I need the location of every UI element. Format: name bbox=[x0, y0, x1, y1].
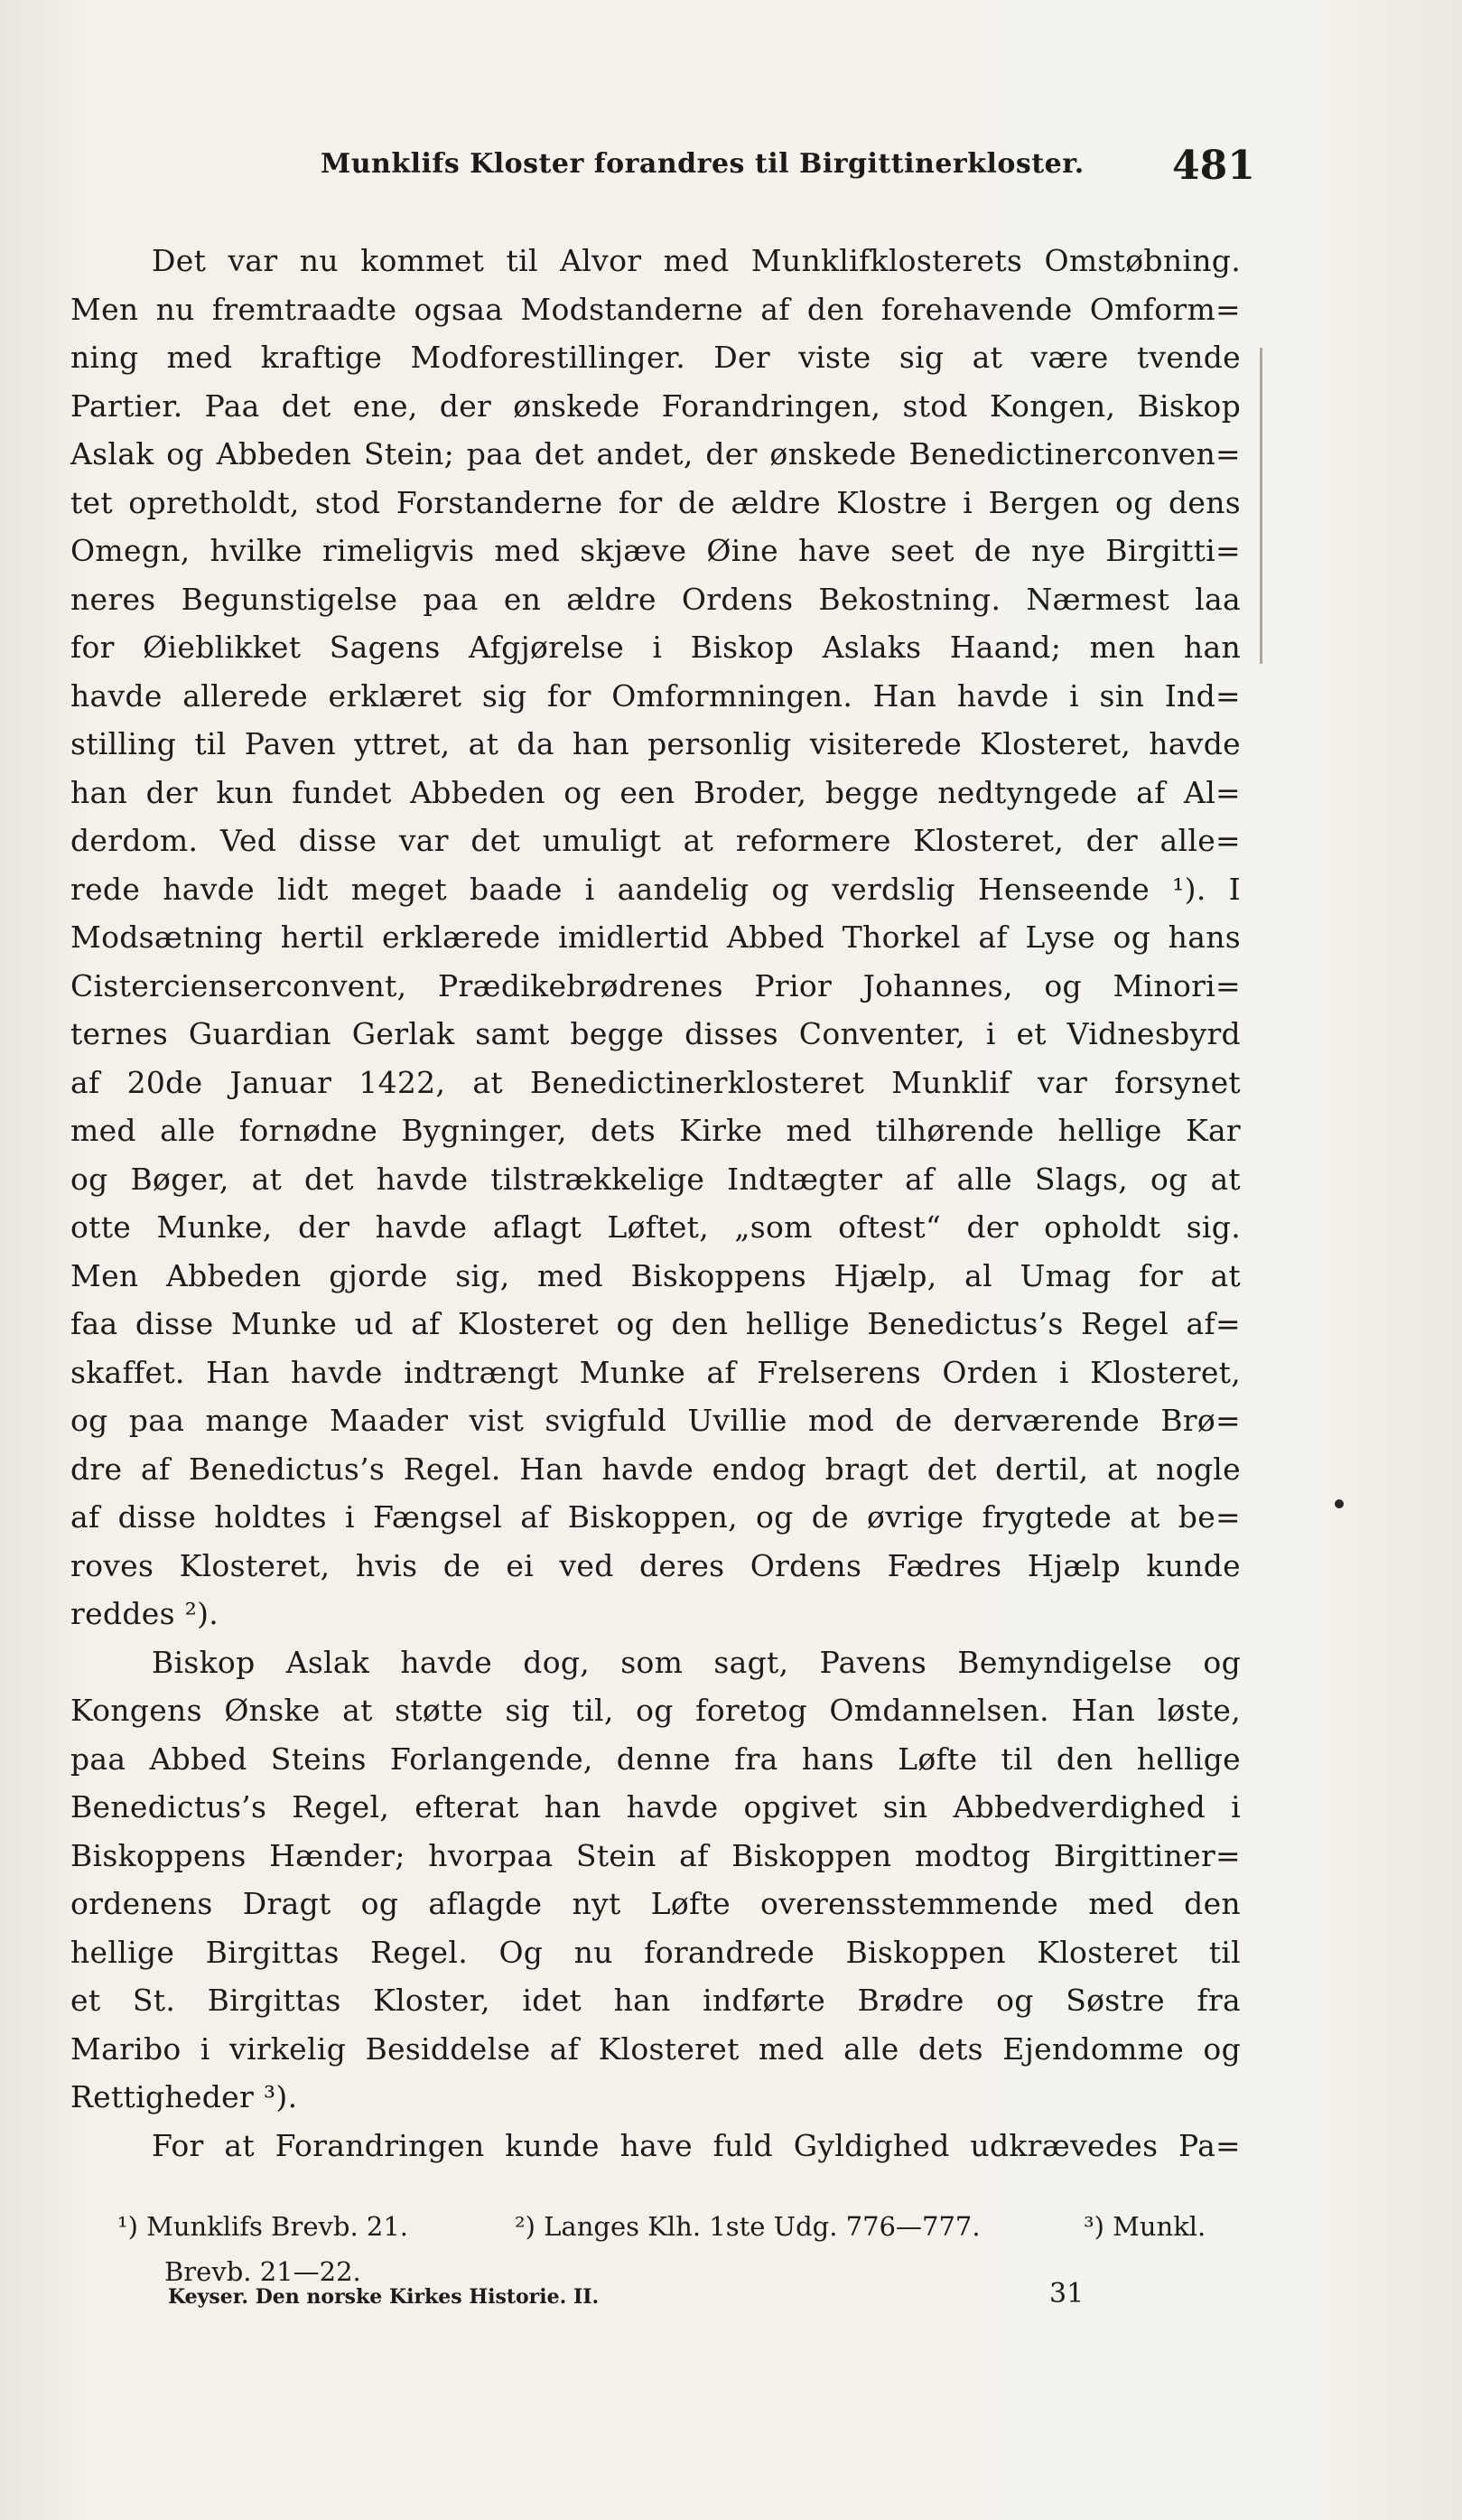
text-line: Biskoppens Hænder; hvorpaa Stein af Biskoppen modtog Birgittiner= bbox=[70, 1837, 1241, 1873]
text-line: og paa mange Maader vist svigfuld Uvillie mod de derværende Brø= bbox=[70, 1403, 1241, 1438]
text-line: Benedictus’s Regel, efterat han havde opgivet sin Abbedverdighed i bbox=[70, 1789, 1241, 1825]
text-line: med alle fornødne Bygninger, dets Kirke med tilhørende hellige Kar bbox=[70, 1113, 1241, 1148]
text-line: Aslak og Abbeden Stein; paa det andet, der ønskede Benedictinerconven= bbox=[70, 436, 1241, 471]
sheet-number: 31 bbox=[1049, 2278, 1085, 2310]
text-line: havde allerede erklæret sig for Omformningen. Han havde i sin Ind= bbox=[70, 677, 1241, 714]
text-line: roves Klosteret, hvis de ei ved deres Ordens Fædres Hjælp kunde bbox=[70, 1547, 1241, 1583]
text-line: for Øieblikket Sagens Afgjørelse i Biskop Aslaks Haand; men han bbox=[70, 630, 1241, 665]
text-line: Det var nu kommet til Alvor med Munklifklosterets Omstøbning. bbox=[152, 243, 1241, 278]
text-line: faa disse Munke ud af Klosteret og den hellige Benedictus’s Regel af= bbox=[70, 1306, 1241, 1341]
text-line: hellige Birgittas Regel. Og nu forandrede Biskoppen Klosteret til bbox=[70, 1934, 1241, 1970]
text-line: Men nu fremtraadte ogsaa Modstanderne af den forehavende Omform= bbox=[70, 291, 1241, 327]
text-line: rede havde lidt meget baade i aandelig og verdslig Henseende ¹). I bbox=[70, 871, 1241, 907]
running-title: Munklifs Kloster forandres til Birgittinerkloster. bbox=[321, 148, 1085, 180]
text-line: Rettigheder ³). bbox=[70, 2079, 298, 2114]
text-line: ordenens Dragt og aflagde nyt Løfte overensstemmende med den bbox=[70, 1886, 1241, 1921]
text-line: tet opretholdt, stod Forstanderne for de ældre Klostre i Bergen og dens bbox=[70, 484, 1241, 520]
footnote-line bbox=[117, 2204, 1246, 2249]
text-line: han der kun fundet Abbeden og een Broder, begge nedtyngede af Al= bbox=[70, 774, 1241, 810]
text-line: af 20de Januar 1422, at Benedictinerklosteret Munklif var forsynet bbox=[70, 1064, 1241, 1100]
signature-text: Keyser. Den norske Kirkes Historie. II. bbox=[168, 2285, 600, 2309]
footnote-2: ²) Langes Klh. 1ste Udg. 776—777. bbox=[515, 2211, 981, 2242]
text-line: Modsætning hertil erklærede imidlertid Abbed Thorkel af Lyse og hans bbox=[70, 919, 1241, 955]
text-line: Biskop Aslak havde dog, som sagt, Pavens Bemyndigelse og bbox=[152, 1644, 1241, 1680]
text-line: ternes Guardian Gerlak samt begge disses Conventer, i et Vidnesbyrd bbox=[70, 1016, 1241, 1051]
body-text bbox=[70, 237, 1241, 2170]
running-head bbox=[0, 143, 1462, 197]
text-line: et St. Birgittas Kloster, idet han indførte Brødre og Søstre fra bbox=[70, 1983, 1241, 2018]
text-line: skaffet. Han havde indtrængt Munke af Frelserens Orden i Klosteret, bbox=[70, 1354, 1241, 1390]
text-line: stilling til Paven yttret, at da han personlig visiterede Klosteret, havde bbox=[70, 726, 1241, 761]
footnote-3-continued: Brevb. 21—22. bbox=[164, 2256, 361, 2287]
ink-speck bbox=[1335, 1499, 1344, 1508]
text-line: og Bøger, at det havde tilstrækkelige Indtægter af alle Slags, og at bbox=[70, 1161, 1241, 1197]
text-line: paa Abbed Steins Forlangende, denne fra hans Løfte til den hellige bbox=[70, 1741, 1241, 1777]
text-line: reddes ²). bbox=[70, 1596, 219, 1631]
margin-rule bbox=[1260, 348, 1262, 664]
text-line: Cistercienserconvent, Prædikebrødrenes Prior Johannes, og Minori= bbox=[70, 967, 1241, 1003]
signature-line bbox=[168, 2278, 1085, 2321]
text-line: Partier. Paa det ene, der ønskede Forandringen, stod Kongen, Biskop bbox=[70, 387, 1241, 424]
footnote-3: ³) Munkl. bbox=[1084, 2211, 1206, 2242]
text-line: ning med kraftige Modforestillinger. Der viste sig at være tvende bbox=[70, 340, 1241, 375]
text-line: af disse holdtes i Fængsel af Biskoppen, og de øvrige frygtede at be= bbox=[70, 1499, 1241, 1535]
text-line: Kongens Ønske at støtte sig til, og foretog Omdannelsen. Han løste, bbox=[70, 1693, 1241, 1728]
text-line: For at Forandringen kunde have fuld Gyldighed udkrævedes Pa= bbox=[152, 2127, 1241, 2163]
text-line: otte Munke, der havde aflagt Løftet, „som oftest“ der opholdt sig. bbox=[70, 1209, 1241, 1245]
text-line: dre af Benedictus’s Regel. Han havde endog bragt det dertil, at nogle bbox=[70, 1451, 1241, 1487]
text-line: Omegn, hvilke rimeligvis med skjæve Øine have seet de nye Birgitti= bbox=[70, 533, 1241, 568]
text-line: Men Abbeden gjorde sig, med Biskoppens Hjælp, al Umag for at bbox=[70, 1257, 1241, 1293]
text-line: neres Begunstigelse paa en ældre Ordens Bekostning. Nærmest laa bbox=[70, 581, 1241, 617]
footnote-1: ¹) Munklifs Brevb. 21. bbox=[117, 2211, 409, 2242]
page-number: 481 bbox=[1172, 143, 1255, 189]
text-line: Maribo i virkelig Besiddelse af Klosteret med alle dets Ejendomme og bbox=[70, 2030, 1241, 2067]
text-line: derdom. Ved disse var det umuligt at reformere Klosteret, der alle= bbox=[70, 823, 1241, 858]
